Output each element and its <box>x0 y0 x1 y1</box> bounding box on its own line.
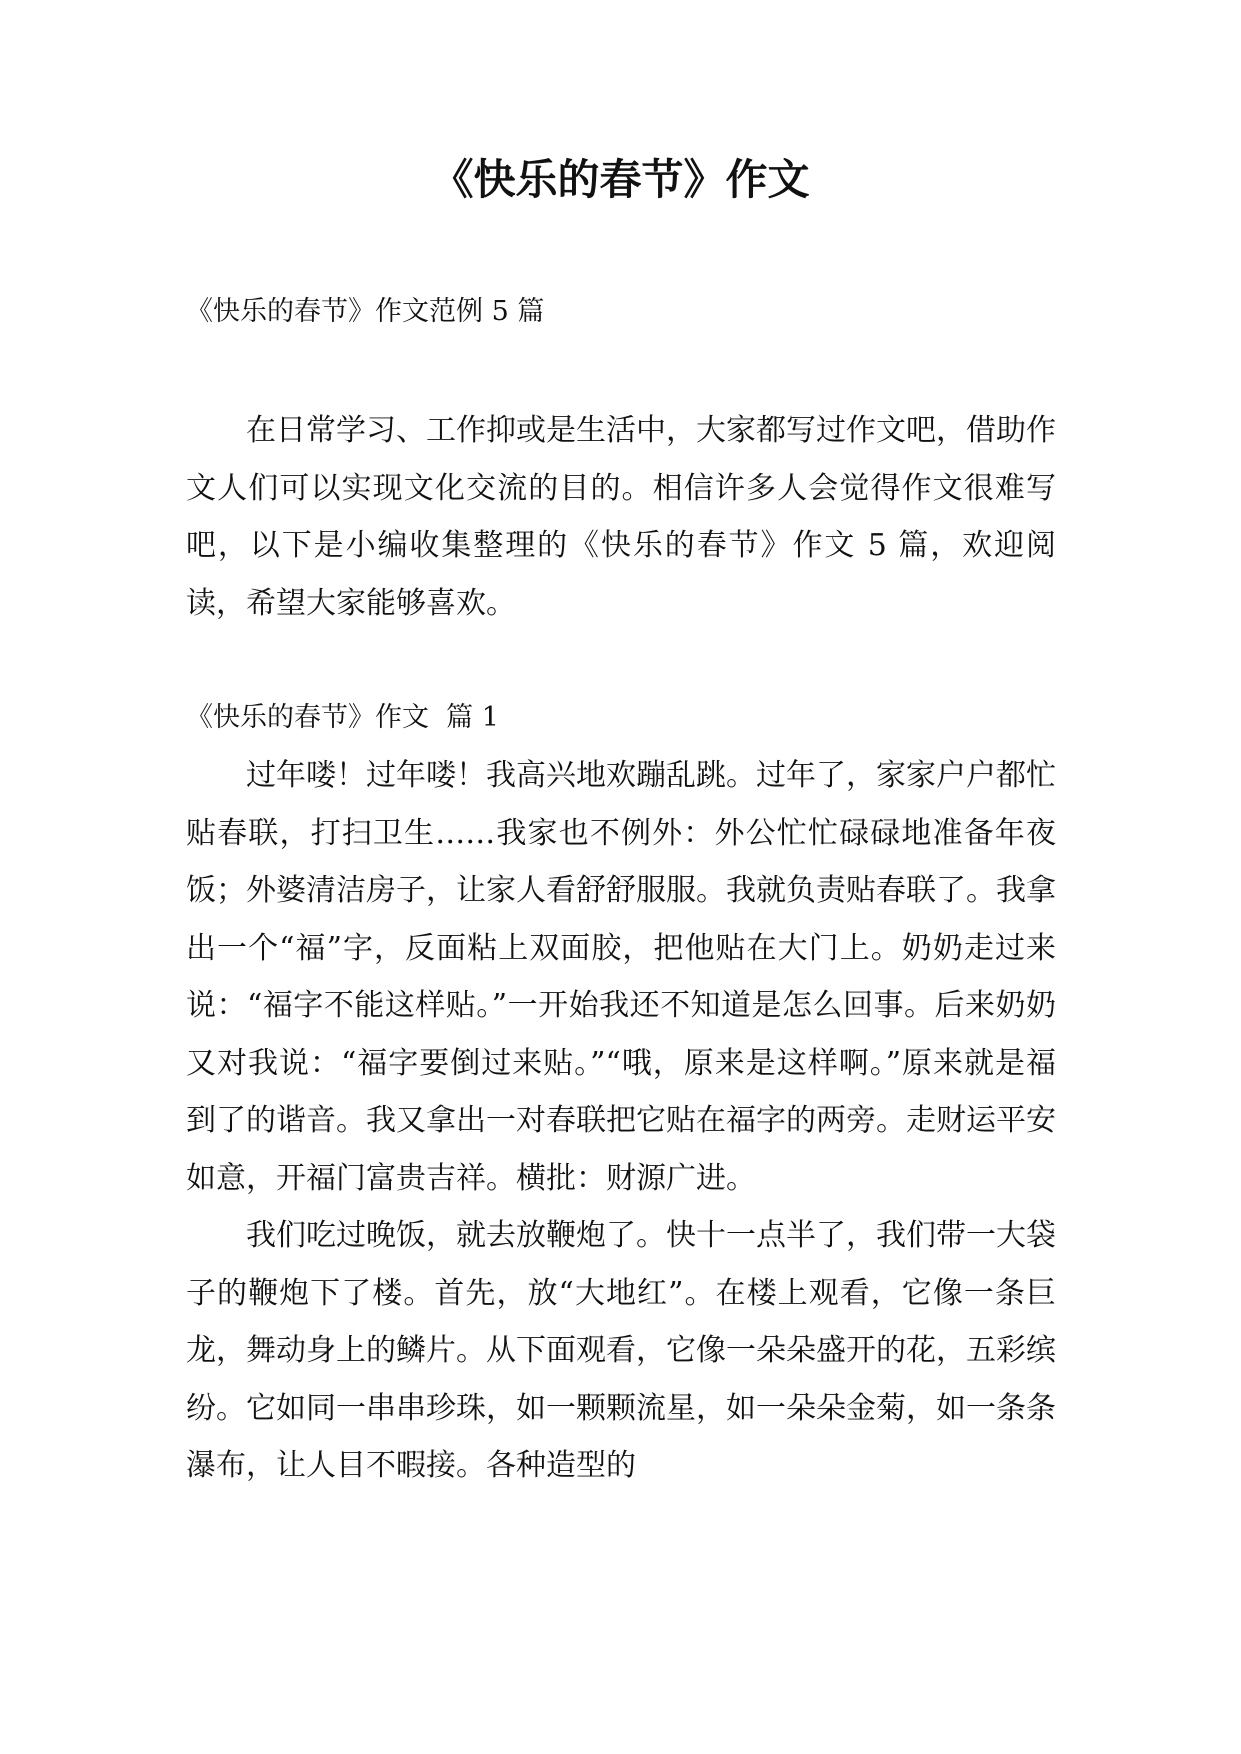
essay-paragraph-1: 过年喽！过年喽！我高兴地欢蹦乱跳。过年了，家家户户都忙贴春联，打扫卫生……我家也不例外：外公忙忙碌碌地准备年夜饭；外婆清洁房子，让家人看舒舒服服。我就负责贴春联了。我拿出一个“福”字，反面粘上双面胶，把他贴在大门上。奶奶走过来说：“福字不能这样贴。”一开始我还不知道是怎么回事。后来奶奶又对我说：“福字要倒过来贴。”“哦，原来是这样啊。”原来就是福到了的谐音。我又拿出一对春联把它贴在福字的两旁。走财运平安如意，开福门富贵吉祥。横批：财源广进。 <box>186 758 1056 1196</box>
intro-paragraph: 在日常学习、工作抑或是生活中，大家都写过作文吧，借助作文人们可以实现文化交流的目的。相信许多人会觉得作文很难写吧，以下是小编收集整理的《快乐的春节》作文 5 篇，欢迎阅读，希望大家能够喜欢。 <box>186 413 1056 621</box>
document-subtitle: 《快乐的春节》作文范例 5 篇 <box>186 296 545 327</box>
section-heading: 《快乐的春节》作文 篇 1 <box>186 702 499 733</box>
essay-paragraph-2: 我们吃过晚饭，就去放鞭炮了。快十一点半了，我们带一大袋子的鞭炮下了楼。首先，放“大地红”。在楼上观看，它像一条巨龙，舞动身上的鳞片。从下面观看，它像一朵朵盛开的花，五彩缤纷。它如同一串串珍珠，如一颗颗流星，如一朵朵金菊，如一条条瀑布，让人目不暇接。各种造型的 <box>186 1218 1056 1483</box>
essay-body <box>186 747 1056 1495</box>
document-title: 《快乐的春节》作文 <box>431 155 810 204</box>
intro-section <box>186 402 1056 632</box>
